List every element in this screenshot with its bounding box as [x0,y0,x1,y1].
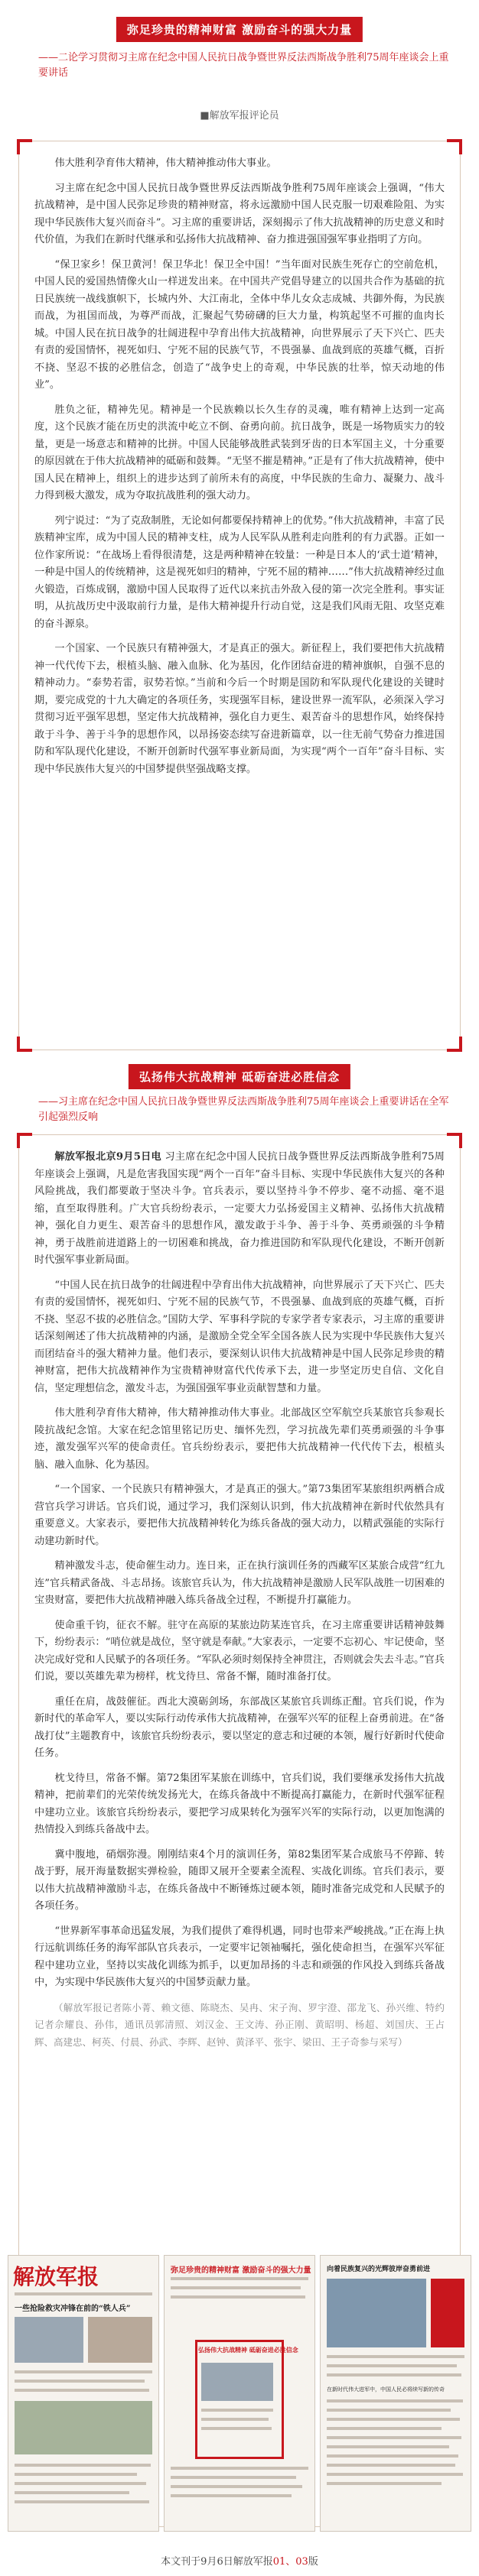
text-line [327,2409,451,2412]
text-line [15,2482,146,2485]
paragraph-text: 习主席在纪念中国人民抗日战争暨世界反法西斯战争胜利75周年座谈会上强调，凡是危害我国实现“两个一百年”奋斗目标、实现中华民族伟大复兴的各种风险挑战，我们都要敢于坚决斗争。官兵表示，要以坚持斗争不停步、毫不动摇、毫不退缩，直至取得胜利。广大官兵纷纷表示，一定要大力弘扬爱国主义精神、弘扬伟大抗战精神，强化自力更生、艰苦奋斗的思想作风，激发敢于斗争、善于斗争、英勇顽强的斗争精神，勇于战胜前进道路上的一切困难和挑战，奋力推进国防和军队现代化建设，不断开创新时代强军事业新局面。 [34,1151,445,1266]
text-line [15,2500,149,2503]
newspaper-headline: 弥足珍贵的精神财富 激励奋斗的强大力量 [171,2266,311,2275]
text-line [15,2292,152,2295]
text-line [327,2399,463,2402]
text-line [327,2364,457,2367]
corner-ornament [447,139,462,154]
text-line [327,2473,463,2476]
text-line [171,2494,292,2497]
text-line [327,2482,442,2485]
footer-pages: 01、03 [272,2556,308,2568]
paragraph: 重任在肩，战鼓催征。西北大漠砺剑场，东部战区某旅官兵训练正酣。官兵们说，作为新时代的革命军人，要以实际行动传承伟大抗战精神，在强军兴军的征程上奋勇前进。在“备战打仗”主题教育中，该旅官兵纷纷表示，要以坚定的意志和过硬的本领，履行好新时代使命任务。 [34,1695,445,1759]
dateline: 解放军报北京9月5日电 [54,1151,161,1163]
section1-body [34,155,445,786]
paragraph: “保卫家乡！保卫黄河！保卫华北！保卫全中国！”当年面对民族生死存亡的空前危机，中国人民的爱国热情像火山一样迸发出来。在中国共产党倡导建立的以国共合作为基础的抗日民族统一战线旗帜下，长城内外、大江南北，全体中华儿女众志成城、共御外侮，为民族而战，为祖国而战，为尊严而战，汇聚起气势磅礴的巨大力量，构筑起坚不可摧的血肉长城。中国人民在抗日战争的壮阔进程中孕育出伟大抗战精神，向世界展示了天下兴亡、匹夫有责的爱国情怀，视死如归、宁死不屈的民族气节，不畏强暴、血战到底的英雄气概，百折不挠、坚忍不拔的必胜信念，创造了“战争史上的奇观，中华民族的壮举，惊天动地的伟业”。 [34,258,445,391]
text-line [15,2380,145,2383]
text-line [15,2473,137,2476]
paragraph: 一个国家、一个民族只有精神强大，才是真正的强大。新征程上，我们要把伟大抗战精神一代代传下去，根植头脑、融入血脉、化为基因，化作团结奋进的精神旗帜，自强不息的精神动力。“泰势若雷，驭势若惊。”当前和今后一个时期是国防和军队现代化建设的关键时期，要完成党的十九大确定的各项任务，实现强军目标，建设世界一流军队，必须深入学习贯彻习近平强军思想，坚定伟大抗战精神，强化自力更生、艰苦奋斗的思想作风，始终保持敢于斗争、善于斗争的思想作风，以昂扬姿态续写奋进新篇章，以一往无前气势奋力推进国防和军队现代化建设，不断开创新时代强军事业新局面，为实现“两个一百年”奋斗目标、实现中华民族伟大复兴的中国梦提供坚强战略支撑。 [34,643,445,775]
corner-ornament [17,1133,32,1148]
section2-subhead: ——习主席在纪念中国人民抗日战争暨世界反法西斯战争胜利75周年座谈会上重要讲话在全军引起强烈反响 [38,1096,449,1123]
text-line [15,2389,149,2392]
text-line [171,2467,308,2470]
text-line [327,2355,464,2358]
byline: ■解放军报评论员 [200,110,279,122]
text-line [171,2476,296,2479]
text-line [327,2373,461,2376]
paragraph: 冀中腹地，硝烟弥漫。刚刚结束4个月的演训任务，第82集团军某合成旅马不停蹄、转战于野，展开海量数据实弹检验，随即又展开全要素全流程、实战化训练。官兵们表示，要以伟大抗战精神激励斗志，在练兵备战中不断锤炼过硬本领，随时准备完成党和人民赋予的各项任务。 [34,1848,445,1912]
text-line [201,2427,272,2430]
paragraph: “中国人民在抗日战争的壮阔进程中孕育出伟大抗战精神，向世界展示了天下兴亡、匹夫有责的爱国情怀，视死如归、宁死不屈的民族气节，不畏强暴、血战到底的英雄气概，百折不挠、坚忍不拔的必胜信念。”国防大学、军事科学院的专家学者专家表示，习主席的重要讲话深刻阐述了伟大抗战精神的内涵，是激励全党全军全国各族人民为实现中华民族伟大复兴而团结奋斗的强大精神力量。他们表示，要深刻认识伟大抗战精神是中国人民弥足珍贵的精神财富，把伟大抗战精神作为宝贵精神财富代代传承下去，进一步坚定历史自信、文化自信，坚定理想信念，激发斗志，为强国强军事业贡献智慧和力量。 [34,1279,445,1394]
text-line [327,2427,442,2430]
newspaper-page-extra[interactable] [320,2255,471,2532]
text-line [15,2491,129,2494]
text-line [327,2464,455,2467]
corner-ornament [447,1133,462,1148]
paragraph: 列宁说过：“为了克敌制胜，无论如何都要保持精神上的优势。”伟大抗战精神，丰富了民族精神宝库，成为中国人民的精神支柱，成为人民军队从胜利走向胜利的有力武器。正如一位作家所说：“在战场上看得很清楚，这是两种精神在较量：一种是日本人的‘武士道’精神，一种是中国人的传统精神，这是视死如归的精神，宁死不屈的精神……”伟大抗战精神经过血火锻造，百炼成钢，激励中国人民取得了近代以来抗击外敌入侵的第一次完全胜利。事实证明，从抗战历史中汲取前行力量，是伟大精神提升行动自觉，这是我们风雨无阻、攻坚克难的奋斗源泉。 [34,514,445,630]
newspaper-headline: 弘扬伟大抗战精神 砥砺奋进必胜信念 [198,2346,298,2354]
section1-frame [18,141,461,1050]
photo-placeholder [88,2317,152,2363]
section2-banner: 弘扬伟大抗战精神 砥砺奋进必胜信念 [129,1064,350,1089]
newspaper-headline: 向着民族复兴的光辉彼岸奋勇前进 [327,2266,431,2273]
section1-banner: 弥足珍贵的精神财富 激励奋斗的强大力量 [116,17,363,42]
newspaper-headline: 一些抢险救灾冲锋在前的“铁人兵” [15,2305,131,2313]
text-line [171,2277,308,2280]
section2-body [34,1149,445,2059]
newspaper-thumbnails [8,2255,471,2530]
photo-placeholder [15,2317,83,2363]
photo-placeholder [327,2279,426,2347]
paragraph: 伟大胜利孕育伟大精神，伟大精神推动伟大事业。 [54,157,277,169]
text-line [327,2454,458,2458]
paragraph: 使命重千钧，征衣不解。驻守在高原的某旅边防某连官兵，在习主席重要讲话精神鼓舞下，纷纷表示：“哨位就是战位，坚守就是奉献。”大家表示，一定要不忘初心、牢记使命，坚决完成好党和人民赋予的各项任务。“军队必须时刻保持全神贯注，否则就会失去斗志。”官兵们说，要以英雄先辈为榜样，枕戈待旦、常备不懈，随时准备打仗。 [34,1619,445,1682]
text-line [15,2464,151,2467]
photo-placeholder [15,2401,152,2454]
paragraph: 习主席在纪念中国人民抗日战争暨世界反法西斯战争胜利75周年座谈会上强调，“伟大抗战精神，是中国人民弥足珍贵的精神财富，将永远激励中国人民克服一切艰难险阻、为实现中华民族伟大复兴而奋斗”。习主席的重要讲话，深刻揭示了伟大抗战精神的历史意义和时代价值，为我们在新时代继承和弘扬伟大抗战精神、奋力推进强国强军事业指明了方向。 [34,182,445,245]
section1-subhead: ——二论学习贯彻习主席在纪念中国人民抗日战争暨世界反法西斯战争胜利75周年座谈会上重要讲话 [38,52,449,79]
footer-prefix: 本文刊于9月6日解放军报 [161,2556,273,2568]
newspaper-page-01[interactable] [8,2255,159,2532]
paragraph: “世界新军事革命迅猛发展，为我们提供了难得机遇，同时也带来严峻挑战。”正在海上执行远航训练任务的海军部队官兵表示，一定要牢记领袖嘱托，强化使命担当，在强军兴军征程中建功立业，坚持以实战化训练为抓手，以更加昂扬的斗志和顽强的作风投入到练兵备战中，为实现中华民族伟大复兴的中国梦贡献力量。 [34,1925,445,1988]
paragraph [34,1149,445,1270]
photo-placeholder [201,2363,273,2401]
corner-ornament [17,139,32,154]
footer-suffix: 版 [308,2556,318,2568]
paragraph: 伟大胜利孕育伟大精神，伟大精神推动伟大事业。北部战区空军航空兵某旅官兵参观长陵抗战纪念馆。大家在纪念馆里铭记历史、缅怀先烈，学习抗战先辈们英勇顽强的斗争事迹，激发强军兴军的使命责任。官兵纷纷表示，要把伟大抗战精神一代代传下去，根植头脑、融入血脉、化为基因。 [34,1407,445,1471]
newspaper-subhead: 在新时代伟大进军中，中国人民必将续写新的传奇 [327,2386,445,2393]
text-line [201,2418,269,2421]
text-line [171,2485,302,2488]
text-line [327,2418,460,2421]
text-line [171,2295,305,2299]
text-line [15,2370,152,2373]
text-line [171,2286,301,2289]
text-line [201,2409,273,2412]
footer-caption [0,2553,479,2568]
corner-ornament [447,1037,462,1052]
paragraph: “一个国家、一个民族只有精神强大，才是真正的强大。”第73集团军某旅组织两栖合成营官兵学习讲话。官兵们说，通过学习，我们深刻认识到，伟大抗战精神在新时代依然具有重要意义。大家表示，要把伟大抗战精神转化为练兵备战的强大动力，以精武强能的实际行动建功新时代。 [34,1484,445,1547]
paragraph: 胜负之征，精神先见。精神是一个民族赖以长久生存的灵魂，唯有精神上达到一定高度，这个民族才能在历史的洪流中屹立不倒、奋勇向前。抗日战争，既是一场物质实力的较量，更是一场意志和精神的比拼。中国人民能够战胜武装到牙齿的日本军国主义，十分重要的原因就在于伟大抗战精神的砥砺和鼓舞。“无坚不摧是精神。”正是有了伟大抗战精神，使中国人民在精神上，组织上的进步达到了前所未有的高度，中华民族的生命力、凝聚力、战斗力得到极大激发，成为夺取抗战胜利的强大动力。 [34,404,445,501]
newspaper-masthead: 解放军报 [13,2264,99,2289]
text-line [327,2445,449,2448]
credits: （解放军报记者陈小菁、赖文德、陈晓杰、吴冉、宋子洵、罗宇澄、邵龙飞、孙兴维、特约记者佘耀良、孙伟，通讯员郭清照、刘汉金、王文涛、孙正刚、黄昭明、杨超、刘国庆、王占辉、高建忠、柯英、付晨、孙武、李辉、赵钟、黄泽平、张宇、梁田、王子奇参与采写） [34,2001,445,2048]
newspaper-page-03[interactable] [164,2255,315,2532]
red-column [431,2279,464,2347]
paragraph: 枕戈待旦，常备不懈。第72集团军某旅在训练中，官兵们说，我们要继承发扬伟大抗战精神，把前辈们的光荣传统发扬光大，在练兵备战中不断提高打赢能力，在新时代强军征程中建功立业。该旅官兵纷纷表示，要把学习成果转化为强军兴军的实际行动，以更加饱满的热情投入到练兵备战中去。 [34,1772,445,1835]
text-line [327,2436,461,2439]
corner-ornament [17,1037,32,1052]
paragraph: 精神激发斗志，使命催生动力。连日来，正在执行演训任务的西藏军区某旅合成营“红九连”官兵精武备战、斗志昂扬。该旅官兵认为，伟大抗战精神是激励人民军队战胜一切困难的宝贵财富，要把伟大抗战精神融入练兵备战全过程，不断提升打赢能力。 [34,1560,445,1606]
